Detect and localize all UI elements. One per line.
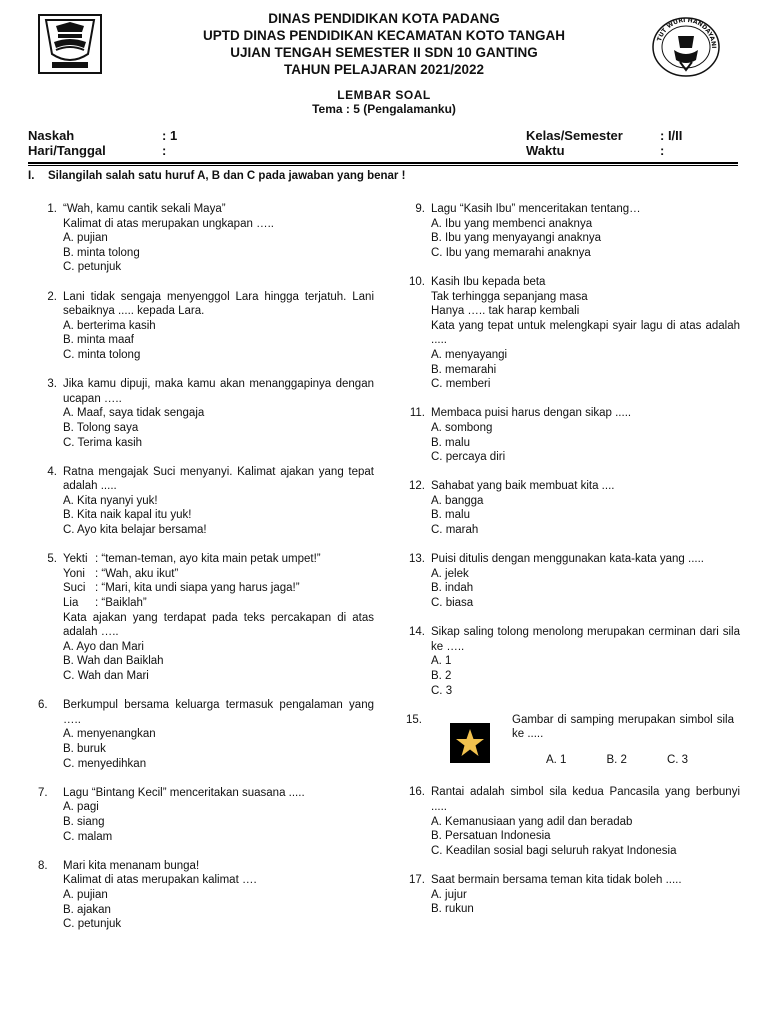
waktu-label: Waktu — [526, 143, 565, 158]
option[interactable]: C. Ayo kita belajar bersama! — [63, 524, 207, 537]
option[interactable]: C. petunjuk — [63, 918, 122, 931]
option[interactable]: C. Ibu yang memarahi anaknya — [431, 246, 591, 259]
option[interactable]: A. Maaf, saya tidak sengaja — [63, 407, 205, 420]
speaker: Yoni — [63, 567, 85, 580]
option[interactable]: C. memberi — [431, 378, 491, 391]
question-text: Berkumpul bersama keluarga termasuk pengalaman yang ….. — [63, 699, 374, 726]
option[interactable]: A. Kita nyanyi yuk! — [63, 494, 158, 507]
question-text: “Wah, kamu cantik sekali Maya” — [63, 203, 226, 215]
option[interactable]: C. malam — [63, 830, 113, 843]
question-text: Kasih Ibu kepada beta — [431, 275, 546, 288]
letterhead-line: UPTD DINAS PENDIDIKAN KECAMATAN KOTO TANGAH — [203, 28, 565, 43]
question-number: 12. — [409, 480, 425, 493]
question-text: Lani tidak sengaja menyenggol Lara hingga terjatuh. Lani sebaiknya ..... kepada Lara. — [63, 290, 374, 318]
right-column — [396, 202, 740, 931]
question-text: Lagu “Kasih Ibu” menceritakan tentang… — [431, 203, 641, 215]
options-row — [546, 753, 688, 768]
question-text: Kalimat di atas merupakan ungkapan ….. — [63, 217, 274, 230]
sheet-title: LEMBAR SOAL — [337, 88, 431, 102]
hari-value: : — [162, 143, 167, 158]
sheet-theme: Tema : 5 (Pengalamanku) — [312, 102, 456, 116]
option[interactable]: A. pujian — [63, 232, 108, 245]
question — [396, 202, 740, 260]
question-text: Lagu “Bintang Kecil” menceritakan suasana ..... — [63, 786, 305, 799]
dialogue-line — [63, 581, 374, 596]
question — [396, 552, 740, 610]
option[interactable]: B. indah — [431, 582, 474, 595]
option[interactable]: B. Persatuan Indonesia — [431, 830, 551, 843]
option[interactable]: A. menyayangi — [431, 348, 508, 361]
kelas-label: Kelas/Semester — [526, 128, 623, 143]
instruction — [28, 170, 405, 182]
speech: : “Wah, aku ikut” — [95, 567, 179, 580]
hari-label: Hari/Tanggal — [28, 143, 106, 158]
question-text: Sahabat yang baik membuat kita .... — [431, 480, 615, 493]
question-text: Gambar di samping merupakan simbol sila ke ..... — [512, 713, 734, 741]
question — [28, 202, 374, 275]
question-text: Kata ajakan yang terdapat pada teks percakapan di atas adalah ….. — [63, 611, 374, 639]
question — [28, 377, 374, 450]
speech: : “teman-teman, ayo kita main petak umpet!” — [95, 553, 321, 566]
kelas-value: : I/II — [660, 128, 683, 143]
question-text: Rantai adalah simbol sila kedua Pancasila yang berbunyi ..... — [431, 786, 740, 813]
option[interactable]: A. jujur — [431, 888, 467, 901]
question — [28, 786, 374, 844]
question — [396, 873, 740, 917]
question — [28, 290, 374, 363]
option[interactable]: B. malu — [431, 436, 470, 449]
question-text: Kalimat di atas merupakan kalimat …. — [63, 874, 257, 887]
question-number: 9. — [415, 203, 425, 215]
option[interactable]: C. percaya diri — [431, 451, 506, 464]
option[interactable]: B. buruk — [63, 742, 106, 755]
question — [396, 275, 740, 392]
question-number: 15. — [406, 713, 422, 726]
question-number: 16. — [409, 786, 425, 799]
question-number: 8. — [38, 859, 48, 872]
option[interactable]: C. marah — [431, 524, 479, 537]
question — [396, 479, 740, 537]
option[interactable]: B. 2 — [606, 753, 627, 766]
letterhead-line: DINAS PENDIDIKAN KOTA PADANG — [268, 11, 500, 26]
tut-wuri-handayani-logo — [650, 14, 722, 78]
letterhead-line: TAHUN PELAJARAN 2021/2022 — [283, 62, 485, 77]
option[interactable]: B. 2 — [431, 670, 452, 682]
question-number: 17. — [409, 873, 425, 886]
dialogue-line — [63, 552, 374, 567]
question-text: Hanya ….. tak harap kembali — [431, 305, 580, 318]
dialogue-line — [63, 567, 374, 582]
question-number: 1. — [47, 203, 57, 215]
option[interactable]: A. menyenangkan — [63, 728, 156, 741]
naskah-label: Naskah — [28, 128, 75, 143]
question — [396, 625, 740, 698]
option[interactable]: B. Ibu yang menyayangi anaknya — [431, 232, 602, 245]
question-number: 11. — [409, 407, 425, 420]
question-number: 10. — [409, 275, 425, 288]
option[interactable]: A. Kemanusiaan yang adil dan beradab — [431, 815, 633, 828]
option[interactable]: A. 1 — [546, 753, 567, 766]
question-text: Kata yang tepat untuk melengkapi syair lagu di atas adalah ..... — [431, 319, 740, 347]
question-number: 7. — [38, 786, 48, 799]
option[interactable]: A. sombong — [431, 421, 493, 434]
question-number: 2. — [47, 290, 57, 303]
question-number: 5. — [47, 553, 57, 566]
option[interactable]: B. minta tolong — [63, 246, 140, 259]
divider — [28, 162, 738, 164]
star-icon — [450, 723, 490, 763]
question — [28, 552, 374, 683]
question-text: Saat bermain bersama teman kita tidak boleh ..... — [431, 873, 682, 886]
question — [396, 713, 740, 771]
question-text: Ratna mengajak Suci menyanyi. Kalimat ajakan yang tepat adalah ..... — [63, 465, 374, 493]
question — [28, 698, 374, 771]
speech: : “Baiklah” — [95, 597, 147, 610]
option[interactable]: C. biasa — [431, 597, 474, 610]
option[interactable]: C. petunjuk — [63, 261, 122, 274]
question-text: Sikap saling tolong menolong merupakan cerminan dari sila ke ….. — [431, 626, 740, 653]
option[interactable]: B. minta maaf — [63, 334, 134, 347]
option[interactable]: C. Terima kasih — [63, 436, 143, 449]
option[interactable]: B. Wah dan Baiklah — [63, 655, 164, 668]
letterhead-line: UJIAN TENGAH SEMESTER II SDN 10 GANTING — [230, 45, 538, 60]
option[interactable]: A. 1 — [431, 655, 452, 668]
question-text: Mari kita menanam bunga! — [63, 859, 200, 872]
question-text: Puisi ditulis dengan menggunakan kata-kata yang ..... — [431, 553, 704, 566]
option[interactable]: A. Ibu yang membenci anaknya — [431, 217, 593, 230]
option[interactable]: A. pagi — [63, 801, 99, 814]
question-number: 6. — [38, 699, 48, 712]
meta-left — [28, 128, 177, 158]
option[interactable]: A. bangga — [431, 494, 484, 507]
question — [396, 406, 740, 464]
option[interactable]: C. 3 — [431, 684, 453, 697]
dialogue-line — [63, 596, 374, 611]
option[interactable]: C. Keadilan sosial bagi seluruh rakyat Indonesia — [431, 844, 677, 857]
option[interactable]: A. jelek — [431, 567, 469, 580]
option[interactable]: C. Wah dan Mari — [63, 670, 149, 682]
question — [28, 859, 374, 932]
option[interactable]: A. pujian — [63, 888, 108, 901]
option[interactable]: A. berterima kasih — [63, 319, 156, 332]
option[interactable]: C. 3 — [666, 753, 689, 766]
option[interactable]: C. minta tolong — [63, 348, 141, 361]
question — [396, 785, 740, 858]
question-number: 4. — [47, 465, 57, 478]
instruction-number: I. — [28, 170, 35, 182]
option[interactable]: B. ajakan — [63, 903, 111, 916]
option[interactable]: C. menyedihkan — [63, 757, 147, 770]
svg-text:TUT WURI HANDAYANI: TUT WURI HANDAYANI — [655, 16, 718, 49]
option[interactable]: B. malu — [431, 509, 470, 522]
naskah-value: : 1 — [162, 128, 178, 143]
option[interactable]: B. Kita naik kapal itu yuk! — [63, 509, 192, 522]
option[interactable]: B. memarahi — [431, 363, 497, 376]
meta-right — [526, 128, 682, 158]
question-number: 3. — [47, 378, 57, 391]
option[interactable]: B. Tolong saya — [63, 421, 139, 434]
instruction-text: Silangilah salah satu huruf A, B dan C pada jawaban yang benar ! — [48, 170, 406, 182]
speaker: Yekti — [63, 553, 88, 566]
question — [28, 465, 374, 538]
question-text: Membaca puisi harus dengan sikap ..... — [431, 407, 632, 420]
question-number: 13. — [409, 553, 425, 566]
divider — [28, 165, 738, 166]
option[interactable]: B. rukun — [431, 903, 474, 916]
sheet-title-block — [0, 88, 768, 116]
speaker: Lia — [63, 597, 79, 610]
question-text: Jika kamu dipuji, maka kamu akan menanggapinya dengan ucapan ….. — [63, 378, 374, 405]
question-number: 14. — [409, 626, 425, 639]
speaker: Suci — [63, 582, 86, 595]
waktu-value: : — [660, 143, 665, 158]
left-column — [28, 202, 374, 946]
option[interactable]: B. siang — [63, 815, 105, 828]
option[interactable]: A. Ayo dan Mari — [63, 640, 144, 653]
speech: : “Mari, kita undi siapa yang harus jaga!” — [95, 582, 300, 595]
question-text: Tak terhingga sepanjang masa — [431, 290, 588, 303]
